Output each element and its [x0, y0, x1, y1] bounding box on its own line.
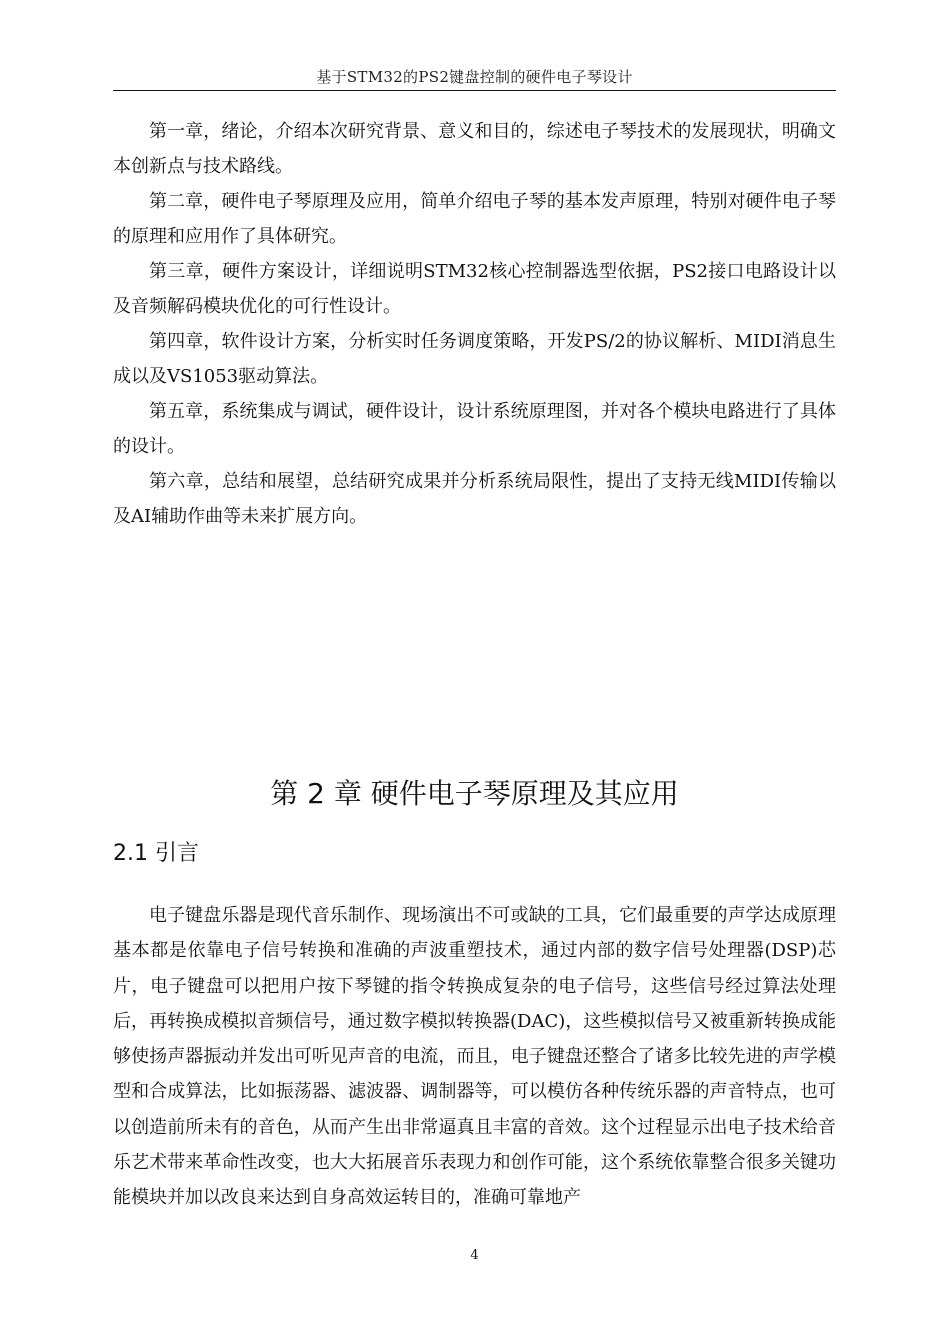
- page-number: 4: [470, 1248, 479, 1263]
- body-paragraph: 电子键盘乐器是现代音乐制作、现场演出不可或缺的工具，它们最重要的声学达成原理基本都是依靠电子信号转换和准确的声波重塑技术，通过内部的数字信号处理器(DSP)芯片，电子键盘可以把用户按下琴键的指令转换成复杂的电子信号，这些信号经过算法处理后，再转换成模拟音频信号，通过数字模拟转换器(DAC)，这些模拟信号又被重新转换成能够使扬声器振动并发出可听见声音的电流，而且，电子键盘还整合了诸多比较先进的声学模型和合成算法，比如振荡器、滤波器、调制器等，可以模仿各种传统乐器的声音特点，也可以创造前所未有的音色，从而产生出非常逼真且丰富的音效。这个过程显示出电子技术给音乐艺术带来革命性改变，也大大拓展音乐表现力和创作可能，这个系统依靠整合很多关键功能模块并加以改良来达到自身高效运转目的，准确可靠地产: [113, 905, 836, 1209]
- overview-chapter-3: 第三章，硬件方案设计，详细说明STM32核心控制器选型依据，PS2接口电路设计以及音频解码模块优化的可行性设计。: [113, 261, 836, 317]
- running-header: 基于STM32的PS2键盘控制的硬件电子琴设计: [316, 68, 633, 86]
- overview-chapter-5: 第五章，系统集成与调试，硬件设计，设计系统原理图，并对各个模块电路进行了具体的设计。: [113, 401, 836, 457]
- section-body: [113, 898, 836, 1216]
- overview-chapter-2: 第二章，硬件电子琴原理及应用，简单介绍电子琴的基本发声原理，特别对硬件电子琴的原理和应用作了具体研究。: [113, 191, 836, 247]
- chapter-overview: [113, 114, 836, 534]
- section-title: 2.1 引言: [113, 841, 199, 866]
- overview-chapter-4: 第四章，软件设计方案，分析实时任务调度策略，开发PS/2的协议解析、MIDI消息生成以及VS1053驱动算法。: [113, 331, 836, 387]
- overview-chapter-6: 第六章，总结和展望，总结研究成果并分析系统局限性，提出了支持无线MIDI传输以及AI辅助作曲等未来扩展方向。: [113, 471, 836, 527]
- overview-chapter-1: 第一章，绪论，介绍本次研究背景、意义和目的，综述电子琴技术的发展现状，明确文本创新点与技术路线。: [113, 121, 836, 177]
- header-divider: [113, 90, 836, 91]
- chapter-title: 第 2 章 硬件电子琴原理及其应用: [270, 777, 679, 810]
